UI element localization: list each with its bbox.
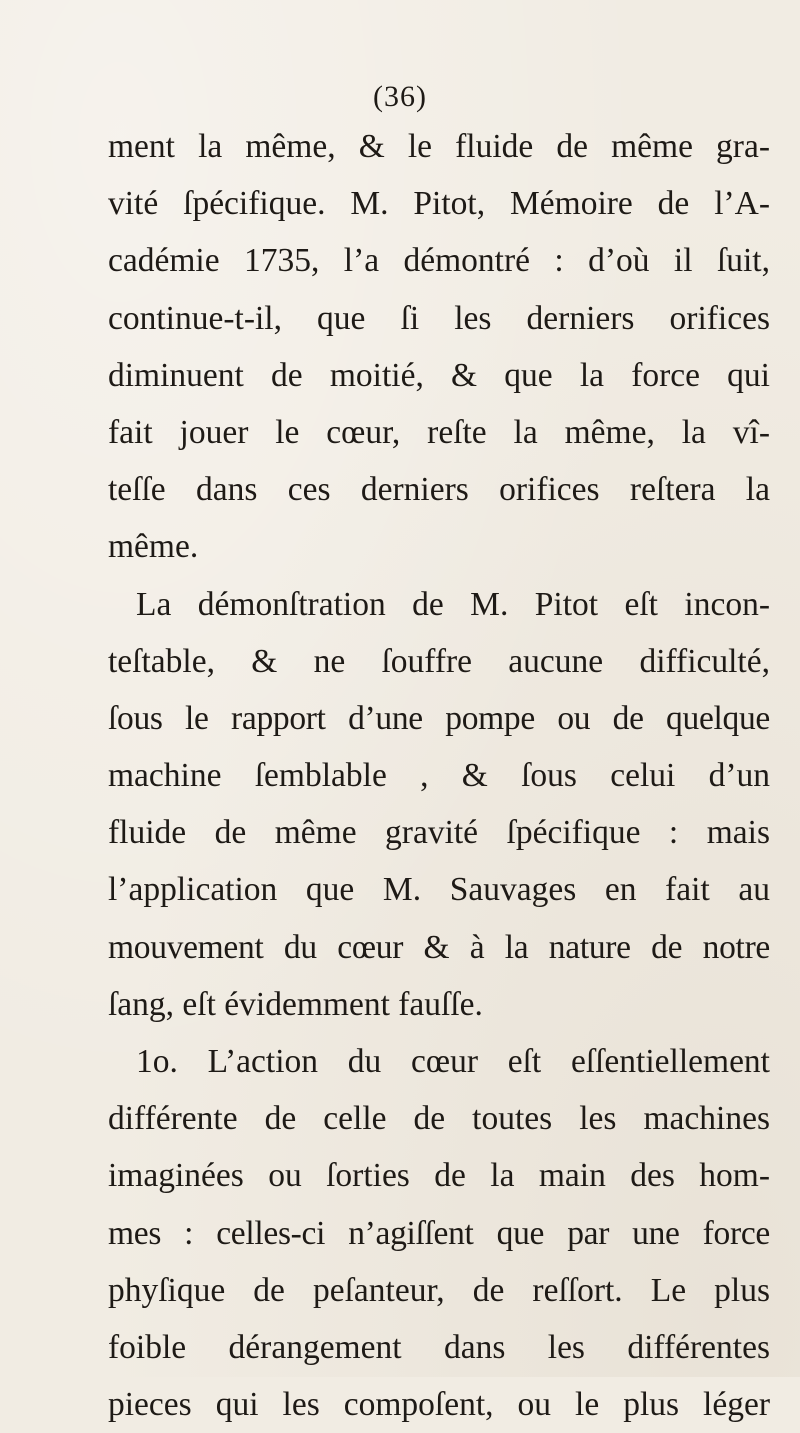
text-line: La démonſtration de M. Pitot eſt incon-: [136, 585, 770, 623]
text-line: continue-t-il, que ſi les derniers orifices: [108, 299, 770, 337]
text-line: fluide de même gravité ſpécifique : mais: [108, 814, 770, 852]
text-line: 1o. L’action du cœur eſt eſſentiellement: [136, 1043, 770, 1080]
text-line: ſous le rapport d’une pompe ou de quelque: [108, 699, 770, 737]
text-line: teſtable, & ne ſouffre aucune difficulté,: [108, 642, 770, 680]
text-line: teſſe dans ces derniers orifices reſtera la: [108, 471, 770, 509]
text-line: mouvement du cœur & à la nature de notre: [108, 928, 770, 966]
text-line: même.: [108, 528, 199, 566]
text-line: foible dérangement dans les différentes: [108, 1328, 770, 1366]
text-line: ſang, eſt évidemment fauſſe.: [108, 985, 483, 1023]
page-number: (36): [373, 80, 427, 113]
text-line: ment la même, & le fluide de même gra-: [108, 128, 770, 165]
text-line: fait jouer le cœur, reſte la même, la vî-: [108, 413, 770, 451]
text-line: diminuent de moitié, & que la force qui: [108, 356, 770, 394]
text-line: l’application que M. Sauvages en fait au: [108, 871, 770, 909]
body-text: [108, 118, 770, 1433]
text-line: cadémie 1735, l’a démontré : d’où il ſuit,: [108, 242, 770, 280]
text-line: machine ſemblable , & ſous celui d’un: [108, 757, 770, 795]
text-line: imaginées ou ſorties de la main des hom-: [108, 1157, 770, 1195]
text-line: mes : celles-ci n’agiſſent que par une force: [108, 1214, 770, 1252]
text-line: différente de celle de toutes les machines: [108, 1100, 770, 1138]
text-line: vité ſpécifique. M. Pitot, Mémoire de l’A-: [108, 185, 770, 223]
text-line: pieces qui les compoſent, ou le plus léger: [108, 1386, 770, 1424]
text-line: phyſique de peſanteur, de reſſort. Le plus: [108, 1271, 770, 1309]
